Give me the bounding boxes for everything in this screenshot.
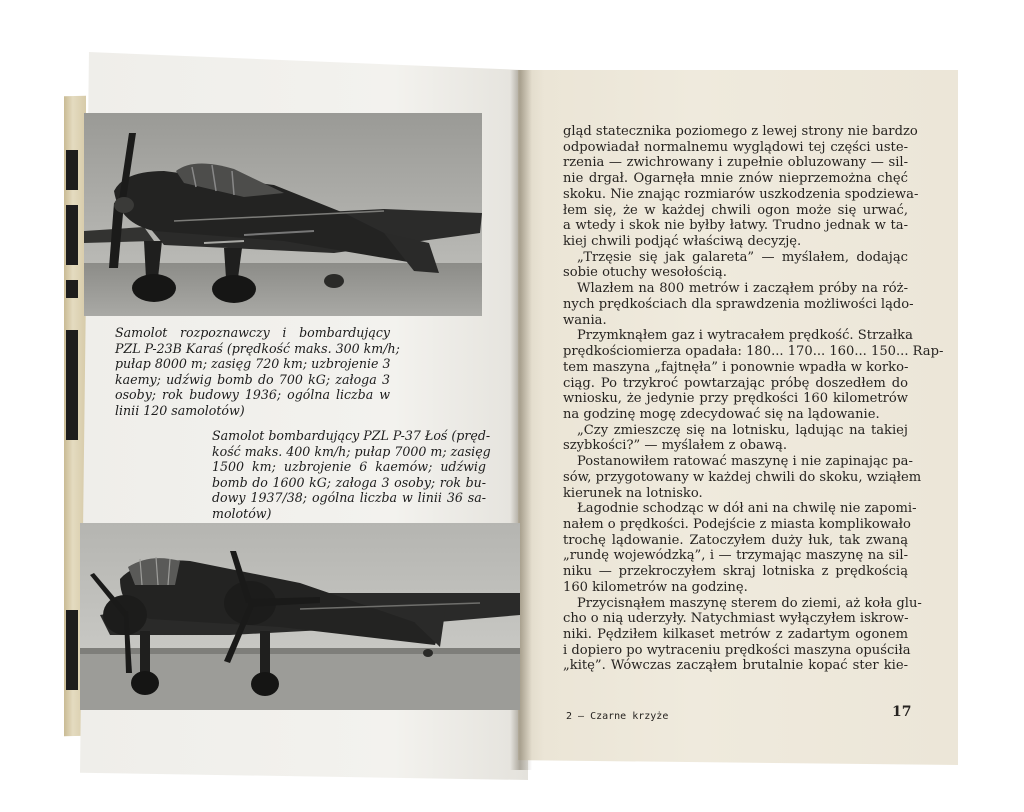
caption-line: linii 120 samolotów): [115, 402, 245, 418]
body-text-line: sobie otuchy wesołością.: [563, 265, 727, 281]
body-text-line: nie drgał. Ogarnęła mnie znów nieprzemożna chęć: [563, 171, 908, 187]
body-text-line: tem maszyna „fajtnęła” i ponownie wpadła w korko-: [563, 359, 909, 375]
caption-line: Samolot bombardujący PZL P-37 Łoś (pręd-: [212, 428, 491, 443]
body-text-line: kierunek na lotnisko.: [563, 485, 703, 501]
body-text-line: Postanowiłem ratować maszynę i nie zapinając pa-: [577, 454, 913, 470]
caption-pzl-p23b: [115, 325, 400, 419]
body-text-line: łem się, że w każdej chwili ogon może się urwać,: [563, 202, 908, 218]
body-text-line: 160 kilometrów na godzinę.: [563, 579, 748, 595]
caption-line: osoby; rok budowy 1936; ogólna liczba w: [115, 387, 390, 403]
body-text-line: niku — przekroczyłem skraj lotniska z prędkością: [563, 564, 908, 580]
body-text-line: i dopiero po wytraceniu prędkości maszyna opuściła: [563, 642, 911, 658]
pzl-p23b-photo: [84, 113, 482, 316]
caption-line: Samolot rozpoznawczy i bombardujący: [115, 325, 390, 340]
body-text-line: wania.: [563, 312, 607, 328]
body-text-line: Wlazłem na 800 metrów i zacząłem próby na róż-: [577, 281, 908, 297]
body-text-line: kiej chwili podjąć właściwą decyzję.: [563, 234, 802, 250]
body-text-line: niki. Pędziłem kilkaset metrów z zadartym ogonem: [563, 627, 908, 642]
caption-line: 1500 km; uzbrojenie 6 kaemów; udźwig: [212, 459, 486, 475]
body-text-line: Przycisnąłem maszynę sterem do ziemi, aż koła glu-: [577, 595, 922, 611]
page-number: 17: [892, 704, 912, 720]
body-text-line: „Trzęsie się jak galareta” — myślałem, dodając: [577, 249, 908, 265]
body-text-line: Przymknąłem gaz i wytracałem prędkość. Strzałka: [577, 328, 913, 344]
body-text-line: wniosku, że jedynie przy prędkości 160 kilometrów: [563, 391, 908, 407]
body-text-line: gląd statecznika poziomego z lewej strony nie bardzo: [563, 124, 918, 139]
spine-print-mark: [66, 280, 78, 298]
body-text-line: odpowiadał normalnemu wyglądowi tej części uste-: [563, 139, 908, 155]
body-text-line: trochę lądowanie. Zatoczyłem duży łuk, tak zwaną: [563, 532, 908, 548]
spine-print-mark: [66, 205, 78, 265]
body-text-line: ciąg. Po trzykroć powtarzając próbę doszedłem do: [563, 375, 908, 391]
body-text: [563, 124, 944, 674]
caption-line: pułap 8000 m; zasięg 720 km; uzbrojenie 3: [115, 356, 391, 372]
footer-note: 2 — Czarne krzyże: [566, 711, 669, 722]
body-text-line: „rundę wojewódzką”, i — trzymając maszynę na sil-: [563, 548, 908, 564]
spine-print-mark: [66, 150, 78, 190]
body-text-line: sów, przygotowany w każdej chwili do skoku, wziąłem: [563, 469, 922, 485]
body-text-line: a wtedy i skok nie byłby łatwy. Trudno jednak w ta-: [563, 218, 908, 234]
body-text-line: szybkości?” — myślałem z obawą.: [563, 438, 787, 454]
body-text-line: na godzinę mogę zdecydować się na lądowanie.: [563, 406, 880, 422]
caption-line: bomb do 1600 kG; załoga 3 osoby; rok bu-: [212, 474, 486, 490]
spine-print-mark: [66, 610, 78, 690]
body-text-line: Łagodnie schodząc w dół ani na chwilę nie zapomi-: [577, 501, 917, 517]
body-text-line: nałem o prędkości. Podejście z miasta komplikowało: [563, 516, 911, 532]
body-text-line: nych prędkościach dla sprawdzenia możliwości lądo-: [563, 296, 914, 312]
caption-line: kość maks. 400 km/h; pułap 7000 m; zasięg: [212, 443, 491, 459]
caption-line: kaemy; udźwig bomb do 700 kG; załoga 3: [115, 371, 390, 387]
body-text-line: „Czy zmieszczę się na lotnisku, lądując na takiej: [577, 422, 908, 438]
caption-pzl-p37: [212, 428, 491, 522]
body-text-line: „kitę”. Wówczas zacząłem brutalnie kopać ster kie-: [563, 658, 908, 674]
spine-print-mark: [66, 330, 78, 440]
body-text-line: cho o nią uderzyły. Natychmiast wyłączyłem iskrow-: [563, 611, 909, 627]
caption-line: PZL P-23B Karaś (prędkość maks. 300 km/h;: [115, 340, 400, 356]
body-text-line: rzenia — zwichrowany i zupełnie obluzowany — sil-: [563, 155, 908, 171]
body-text-line: skoku. Nie znając rozmiarów uszkodzenia spodziewa-: [563, 186, 919, 202]
pzl-p37-photo: [80, 523, 520, 710]
caption-line: dowy 1937/38; ogólna liczba w linii 36 sa-: [212, 490, 486, 506]
caption-line: molotów): [212, 505, 272, 521]
body-text-line: prędkościomierza opadała: 180... 170... 160... 150... Rap-: [563, 344, 944, 360]
